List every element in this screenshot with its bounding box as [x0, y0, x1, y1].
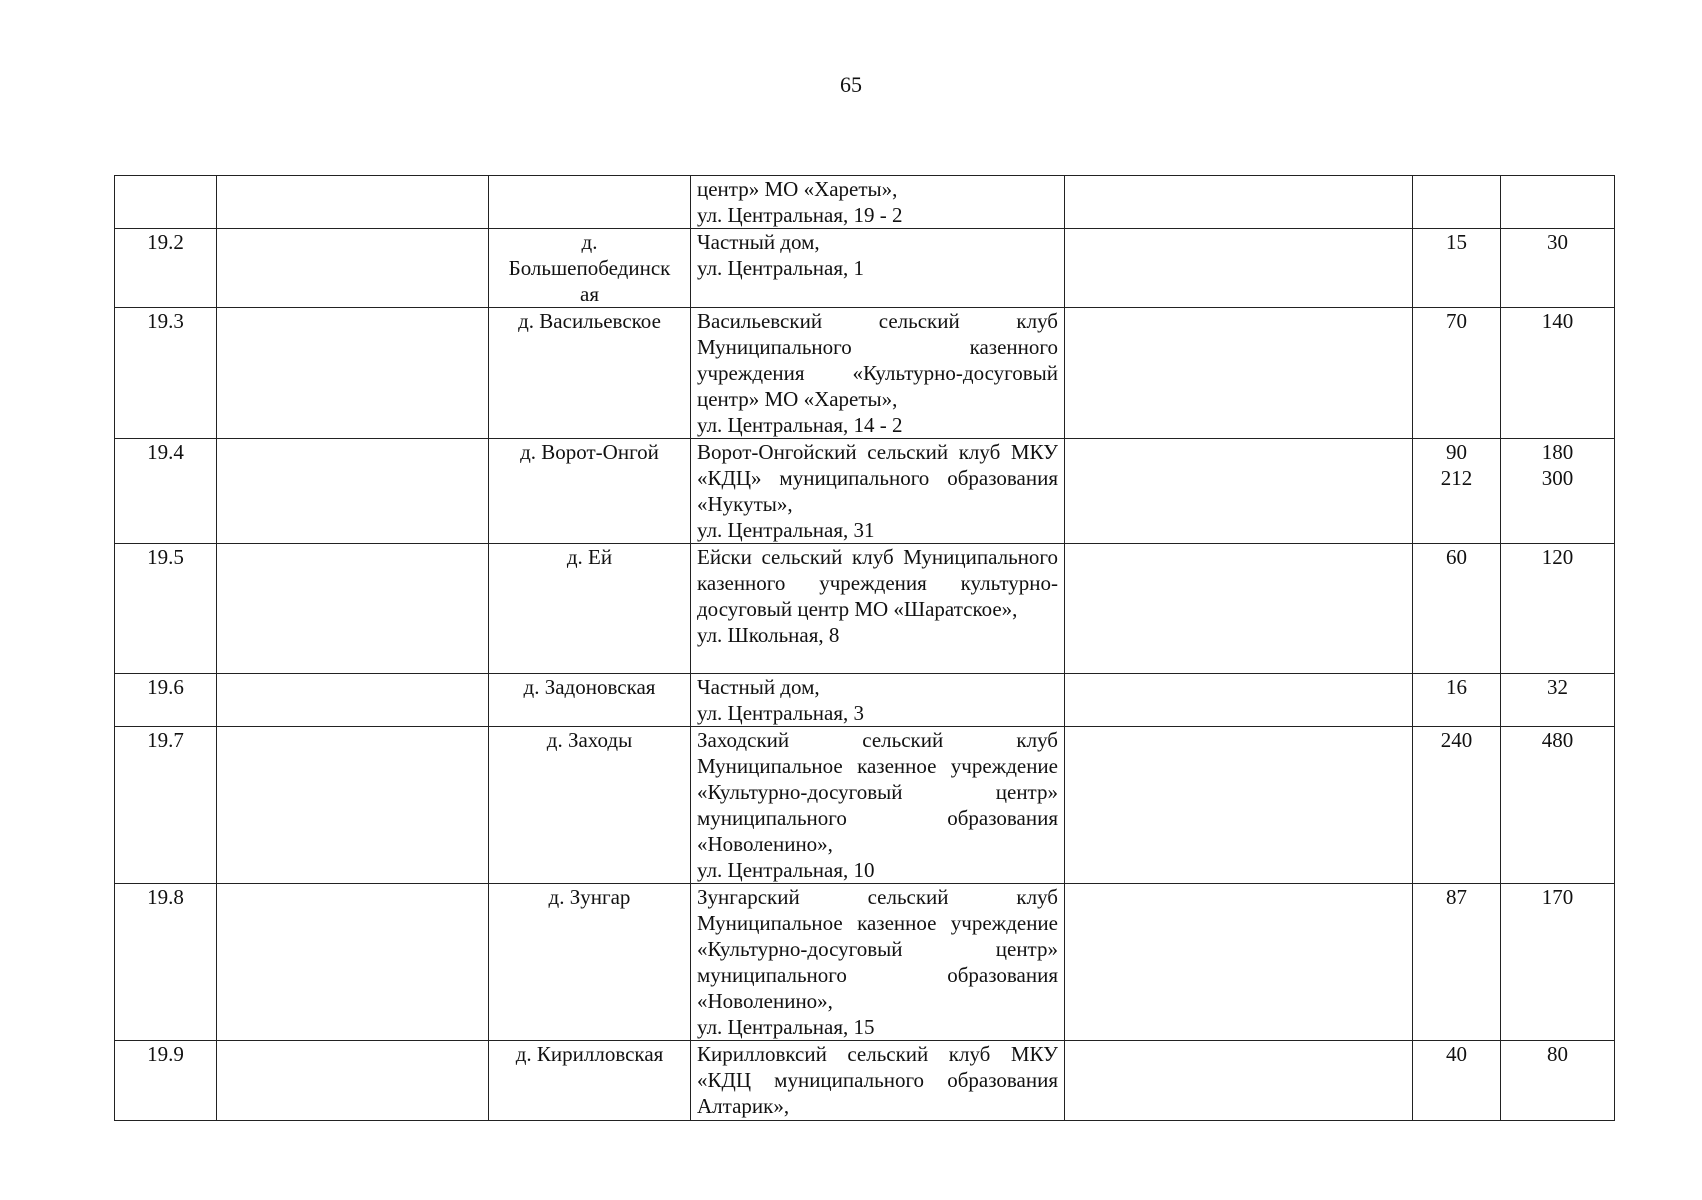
village-cell: [489, 544, 691, 674]
row-number-cell: 19.3: [115, 308, 217, 439]
table-row: [115, 544, 1615, 674]
blank-cell: [217, 308, 489, 439]
table-row: [115, 727, 1615, 884]
row-number-cell: 19.2: [115, 229, 217, 308]
value-b-cell: [1501, 1041, 1615, 1121]
value-a-cell: [1413, 1041, 1501, 1121]
row-number-cell: 19.5: [115, 544, 217, 674]
blank-cell: [1065, 884, 1413, 1041]
description-line: ул. Центральная, 15: [697, 1015, 875, 1039]
village-cell: [489, 229, 691, 308]
description-cell: [691, 674, 1065, 727]
table-row: [115, 308, 1615, 439]
blank-cell: [217, 1041, 489, 1121]
row-number-cell: [115, 176, 217, 229]
value-b: 170: [1541, 885, 1574, 909]
table-row: [115, 884, 1615, 1041]
value-a-cell: [1413, 308, 1501, 439]
blank-cell: [217, 229, 489, 308]
description-line: ул. Центральная, 1: [697, 256, 864, 280]
description-line: Частный дом,: [697, 675, 820, 699]
village-line: ая: [580, 282, 599, 306]
value-b: 32: [1547, 675, 1568, 699]
village-line: д.: [581, 230, 598, 254]
value-a-cell: [1413, 176, 1501, 229]
description-line: ул. Центральная, 14 - 2: [697, 413, 903, 437]
blank-cell: [217, 674, 489, 727]
description-line: Зунгарский сельский клуб Муниципальное казенное учреждение «Культурно-досуговый центр» муниципального образования «Новоленино»,: [697, 885, 1058, 1013]
village-line: д. Кирилловская: [515, 1042, 664, 1066]
village-cell: [489, 308, 691, 439]
description-line: ул. Центральная, 31: [697, 518, 875, 542]
description-cell: [691, 544, 1065, 674]
table-row: [115, 176, 1615, 229]
row-number-cell: 19.8: [115, 884, 217, 1041]
value-a-cell: [1413, 727, 1501, 884]
description-line: Ворот-Онгойский сельский клуб МКУ «КДЦ» муниципального образования «Нукуты»,: [697, 440, 1058, 516]
value-b-cell: [1501, 544, 1615, 674]
description-line: Ейски сельский клуб Муниципального казенного учреждения культурно-досуговый центр МО «Шаратское»,: [697, 545, 1058, 621]
value-b: 300: [1541, 466, 1574, 490]
description-line: Частный дом,: [697, 230, 820, 254]
value-b-cell: [1501, 439, 1615, 544]
value-a: 212: [1440, 466, 1473, 490]
description-line: ул. Центральная, 10: [697, 858, 875, 882]
value-a-cell: [1413, 674, 1501, 727]
row-number-cell: 19.9: [115, 1041, 217, 1121]
facilities-table: [114, 175, 1615, 1121]
blank-cell: [217, 544, 489, 674]
table-body: [115, 176, 1615, 1121]
table-row: [115, 674, 1615, 727]
blank-cell: [1065, 727, 1413, 884]
village-cell: [489, 439, 691, 544]
value-b: 180: [1541, 440, 1574, 464]
description-line: Кирилловксий сельский клуб МКУ «КДЦ муниципального образования Алтарик»,: [697, 1042, 1058, 1118]
blank-cell: [1065, 439, 1413, 544]
description-line: Заходский сельский клуб Муниципальное казенное учреждение «Культурно-досуговый центр» муниципального образования «Новоленино»,: [697, 728, 1058, 856]
value-a: 240: [1440, 728, 1473, 752]
description-line: ул. Центральная, 19 - 2: [697, 203, 903, 227]
value-b: 30: [1547, 230, 1568, 254]
value-a: 87: [1446, 885, 1467, 909]
blank-cell: [1065, 674, 1413, 727]
blank-cell: [217, 176, 489, 229]
value-a: 60: [1446, 545, 1467, 569]
blank-cell: [1065, 176, 1413, 229]
description-line: ул. Школьная, 8: [697, 623, 840, 647]
table-row: [115, 439, 1615, 544]
village-line: Большепобединск: [508, 256, 671, 280]
value-b-cell: [1501, 727, 1615, 884]
blank-cell: [1065, 229, 1413, 308]
village-line: д. Ей: [566, 545, 613, 569]
description-line: центр» МО «Хареты»,: [697, 177, 898, 201]
description-cell: [691, 884, 1065, 1041]
village-line: д. Заходы: [546, 728, 633, 752]
blank-cell: [217, 884, 489, 1041]
value-a: 70: [1446, 309, 1467, 333]
value-b-cell: [1501, 674, 1615, 727]
blank-cell: [217, 727, 489, 884]
value-a-cell: [1413, 544, 1501, 674]
village-line: д. Задоновская: [523, 675, 656, 699]
village-cell: [489, 176, 691, 229]
value-a: 40: [1446, 1042, 1467, 1066]
description-cell: [691, 308, 1065, 439]
blank-cell: [217, 439, 489, 544]
village-line: д. Зунгар: [548, 885, 631, 909]
village-cell: [489, 1041, 691, 1121]
value-b-cell: [1501, 884, 1615, 1041]
description-cell: [691, 727, 1065, 884]
village-cell: [489, 727, 691, 884]
table-row: [115, 229, 1615, 308]
description-line: ул. Центральная, 3: [697, 701, 864, 725]
description-line: Васильевский сельский клуб Муниципального казенного учреждения «Культурно-досуговый центр» МО «Хареты»,: [697, 309, 1058, 411]
description-cell: [691, 229, 1065, 308]
value-b: 120: [1541, 545, 1574, 569]
description-cell: [691, 1041, 1065, 1121]
value-b: 480: [1541, 728, 1574, 752]
value-a-cell: [1413, 229, 1501, 308]
village-cell: [489, 884, 691, 1041]
row-number-cell: 19.7: [115, 727, 217, 884]
description-cell: [691, 439, 1065, 544]
row-number-cell: 19.4: [115, 439, 217, 544]
value-a-cell: [1413, 884, 1501, 1041]
blank-cell: [1065, 308, 1413, 439]
row-number-cell: 19.6: [115, 674, 217, 727]
description-cell: [691, 176, 1065, 229]
value-b-cell: [1501, 308, 1615, 439]
table-row: [115, 1041, 1615, 1121]
value-b-cell: [1501, 229, 1615, 308]
village-cell: [489, 674, 691, 727]
value-a: 90: [1446, 440, 1467, 464]
value-b-cell: [1501, 176, 1615, 229]
page-number: 65: [840, 72, 862, 97]
blank-cell: [1065, 1041, 1413, 1121]
value-a: 16: [1446, 675, 1467, 699]
value-a: 15: [1446, 230, 1467, 254]
blank-cell: [1065, 544, 1413, 674]
value-b: 80: [1547, 1042, 1568, 1066]
value-b: 140: [1541, 309, 1574, 333]
value-a-cell: [1413, 439, 1501, 544]
village-line: д. Васильевское: [518, 309, 661, 333]
village-line: д. Ворот-Онгой: [520, 440, 659, 464]
